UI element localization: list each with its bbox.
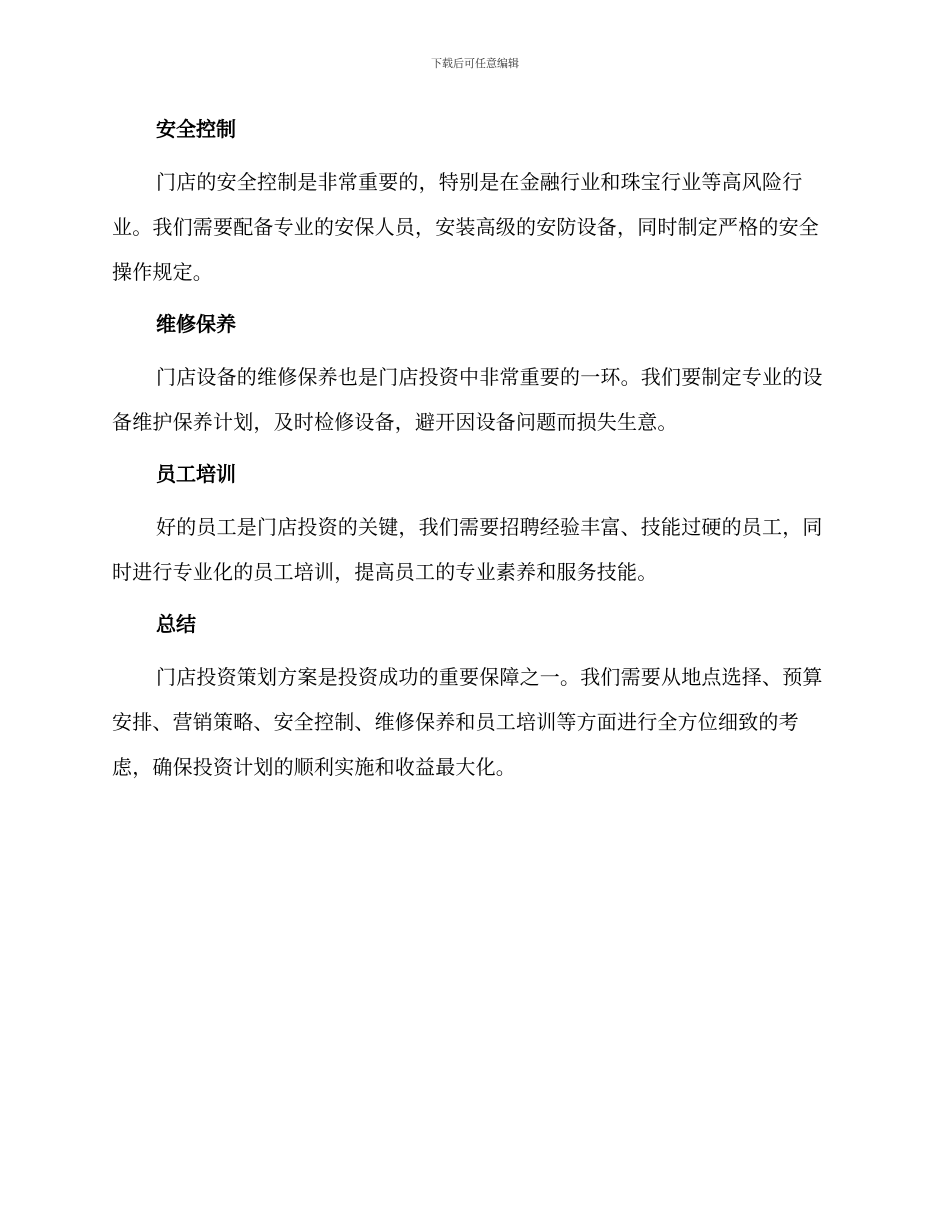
section-title-training: 员工培训	[156, 462, 236, 486]
document-body	[112, 112, 830, 790]
section-body-training: 好的员工是门店投资的关键，我们需要招聘经验丰富、技能过硬的员工，同时进行专业化的员工培训，提高员工的专业素养和服务技能。	[112, 515, 823, 584]
section-title-maintenance: 维修保养	[156, 312, 236, 336]
section-body-maintenance: 门店设备的维修保养也是门店投资中非常重要的一环。我们要制定专业的设备维护保养计划，及时检修设备，避开因设备问题而损失生意。	[112, 365, 823, 434]
header-note: 下载后可任意编辑	[431, 57, 519, 70]
section-body-security: 门店的安全控制是非常重要的，特别是在金融行业和珠宝行业等高风险行业。我们需要配备专业的安保人员，安装高级的安防设备，同时制定严格的安全操作规定。	[112, 170, 819, 284]
section-body-summary: 门店投资策划方案是投资成功的重要保障之一。我们需要从地点选择、预算安排、营销策略、安全控制、维修保养和员工培训等方面进行全方位细致的考虑，确保投资计划的顺利实施和收益最大化。	[112, 665, 823, 779]
section-title-security: 安全控制	[156, 117, 236, 141]
section-title-summary: 总结	[156, 612, 196, 636]
